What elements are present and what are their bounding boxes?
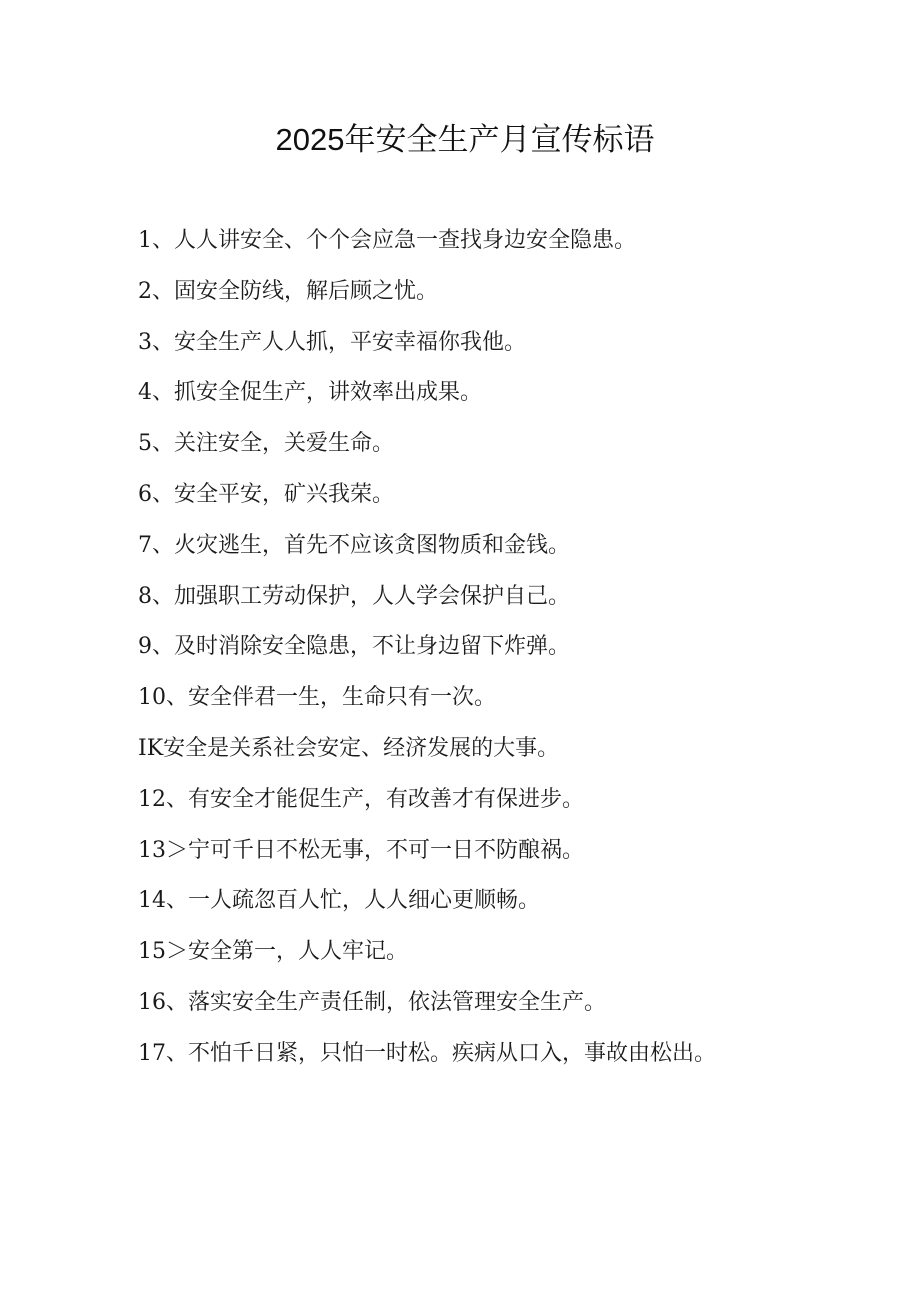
slogan-item-10: 10、安全伴君一生，生命只有一次。	[138, 685, 496, 711]
document-title: 2025年安全生产月宣传标语	[275, 122, 655, 157]
slogan-item-17: 17、不怕千日紧，只怕一时松。疾病从口入，事故由松出。	[138, 1040, 716, 1066]
slogan-item-14: 14、一人疏忽百人忙，人人细心更顺畅。	[138, 888, 540, 914]
slogan-item-11: IK安全是关系社会安定、经济发展的大事。	[138, 735, 560, 761]
slogan-item-4: 4、抓安全促生产，讲效率出成果。	[138, 380, 482, 406]
slogan-item-2: 2、固安全防线，解后顾之忧。	[138, 278, 438, 304]
slogan-item-3: 3、安全生产人人抓，平安幸福你我他。	[138, 329, 526, 355]
slogan-item-7: 7、火灾逃生，首先不应该贪图物质和金钱。	[138, 532, 570, 558]
slogan-item-12: 12、有安全才能促生产，有改善才有保进步。	[138, 786, 584, 812]
slogan-item-6: 6、安全平安，矿兴我荣。	[138, 481, 394, 507]
slogan-item-16: 16、落实安全生产责任制，依法管理安全生产。	[138, 989, 606, 1015]
slogan-item-15: 15＞安全第一，人人牢记。	[138, 939, 408, 965]
slogan-item-8: 8、加强职工劳动保护，人人学会保护自己。	[138, 583, 570, 609]
slogan-item-5: 5、关注安全，关爱生命。	[138, 431, 394, 457]
slogan-list	[138, 216, 898, 1080]
slogan-item-13: 13＞宁可千日不松无事，不可一日不防酿祸。	[138, 837, 584, 863]
slogan-item-9: 9、及时消除安全隐患，不让身边留下炸弹。	[138, 634, 570, 660]
slogan-item-1: 1、人人讲安全、个个会应急一查找身边安全隐患。	[138, 228, 636, 253]
